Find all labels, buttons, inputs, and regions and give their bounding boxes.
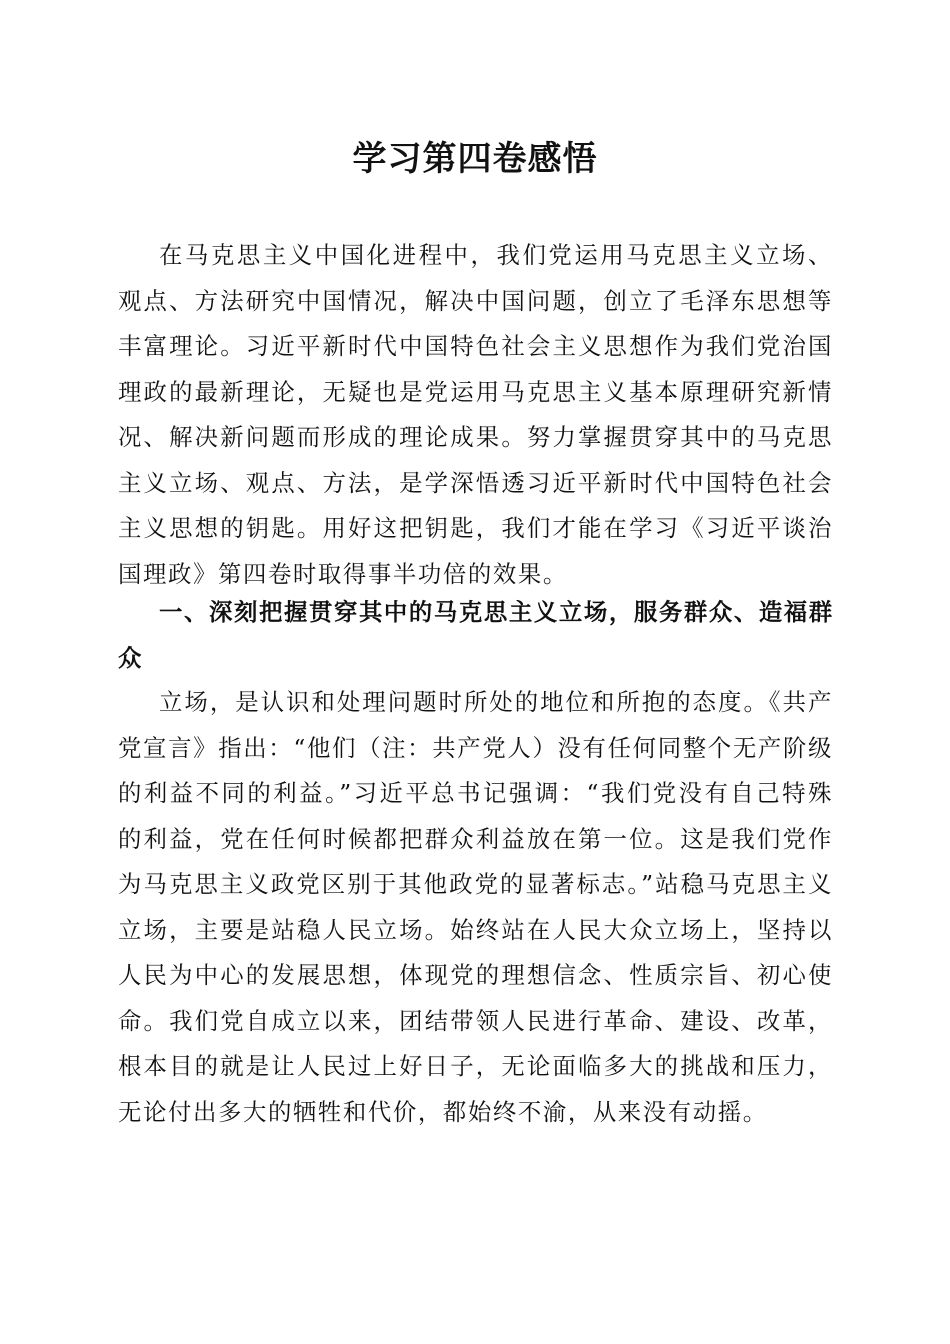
intro-paragraph: 在马克思主义中国化进程中，我们党运用马克思主义立场、观点、方法研究中国情况，解决中国问题，创立了毛泽东思想等丰富理论。习近平新时代中国特色社会主义思想作为我们党治国理政的最新理论，无疑也是党运用马克思主义基本原理研究新情况、解决新问题而形成的理论成果。努力掌握贯穿其中的马克思主义立场、观点、方法，是学深悟透习近平新时代中国特色社会主义思想的钥匙。用好这把钥匙，我们才能在学习《习近平谈治国理政》第四卷时取得事半功倍的效果。 (118, 241, 833, 588)
section-1-paragraph: 立场，是认识和处理问题时所处的地位和所抱的态度。《共产党宣言》指出：“他们（注：共产党人）没有任何同整个无产阶级的利益不同的利益。”习近平总书记强调：“我们党没有自己特殊的利益，党在任何时候都把群众利益放在第一位。这是我们党作为马克思主义政党区别于其他政党的显著标志。”站稳马克思主义立场，主要是站稳人民立场。始终站在人民大众立场上，坚持以人民为中心的发展思想，体现党的理想信念、性质宗旨、初心使命。我们党自成立以来，团结带领人民进行革命、建设、改革，根本目的就是让人民过上好日子，无论面临多大的挑战和压力，无论付出多大的牺牲和代价，都始终不渝，从来没有动摇。 (118, 688, 833, 1126)
section-heading-1: 一、深刻把握贯穿其中的马克思主义立场，服务群众、造福群众 (118, 598, 833, 672)
document-title: 学习第四卷感悟 (352, 139, 598, 179)
